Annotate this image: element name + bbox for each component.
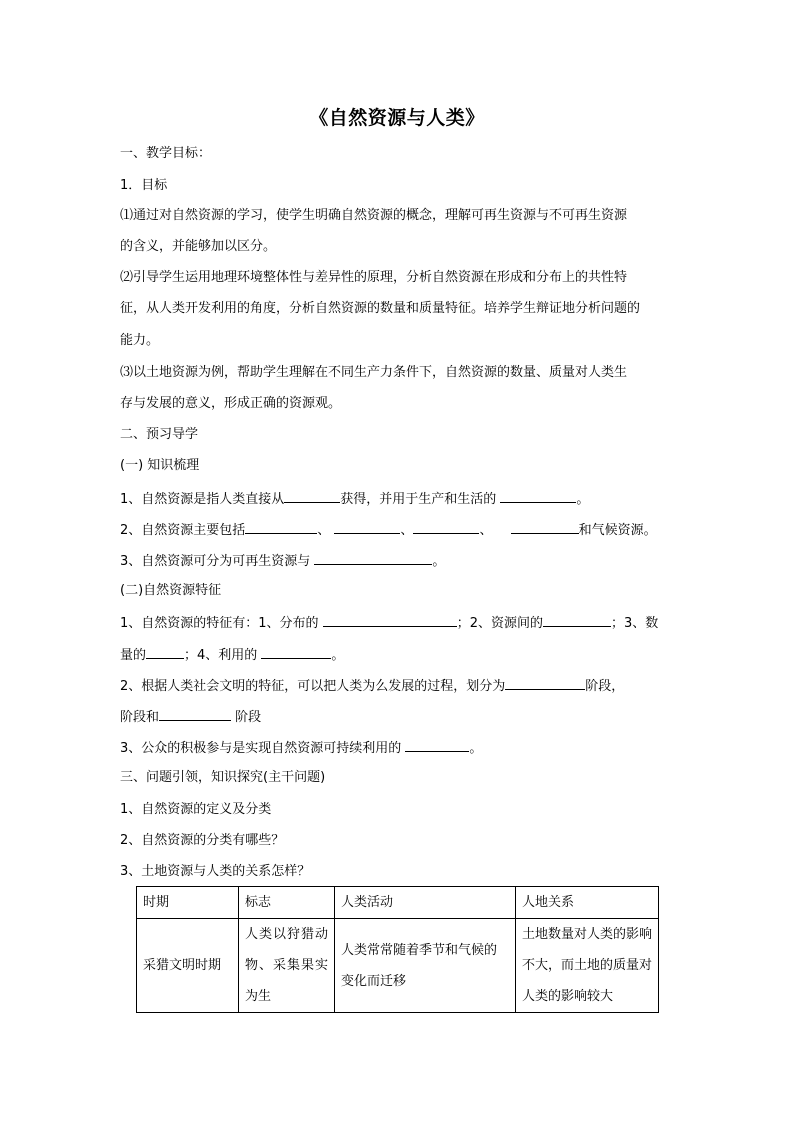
table-cell: 人类以狩猎动物、采集果实为生 [239, 919, 335, 1013]
goal3-line-b: 存与发展的意义，形成正确的资源观。 [120, 396, 342, 411]
k1-text-b: 获得，并用于生产和生活的 [340, 492, 501, 507]
k2-sep: 、 [479, 523, 497, 538]
f1-text-b: ；2、资源间的 [456, 616, 543, 631]
fill-blank[interactable] [334, 520, 400, 534]
fill-blank[interactable] [146, 645, 184, 659]
table-cell: 土地数量对人类的影响不大，而土地的质量对人类的影响较大 [516, 919, 659, 1013]
k2-sep: 、 [400, 523, 414, 538]
table-header-cell: 时期 [137, 887, 239, 919]
fill-blank[interactable] [314, 551, 432, 565]
f1-text-c: ；3、数 [610, 616, 659, 631]
k2-sep: 、 [317, 523, 335, 538]
section-heading-preview: 二、预习导学 [120, 427, 199, 442]
fill-blank[interactable] [505, 676, 585, 690]
question-3: 3、土地资源与人类的关系怎样？ [120, 864, 311, 879]
table-header-cell: 人地关系 [516, 887, 659, 919]
goal3-line-a: ⑶以土地资源为例，帮助学生理解在不同生产力条件下，自然资源的数量、质量对人类生 [120, 365, 628, 380]
k3-end: 。 [432, 554, 446, 569]
fill-blank[interactable] [245, 520, 317, 534]
fill-blank[interactable] [500, 489, 576, 503]
table-cell: 采猎文明时期 [137, 919, 239, 1013]
section-heading-goals: 一、教学目标： [120, 146, 212, 161]
knowledge-item-3 [120, 551, 680, 571]
f2-text-a: 2、根据人类社会文明的特征，可以把人类为么发展的过程，划分为 [120, 679, 506, 694]
question-2: 2、自然资源的分类有哪些？ [120, 833, 285, 848]
f2-text-b: 阶段， [585, 679, 625, 694]
k2-end: 和气候资源。 [578, 523, 657, 538]
feature-item-1-a [120, 613, 680, 633]
f3-end: 。 [469, 741, 483, 756]
fill-blank[interactable] [261, 645, 331, 659]
feature-item-1-b [120, 645, 680, 665]
goal1-line-a: ⑴通过对自然资源的学习，使学生明确自然资源的概念，理解可再生资源与不可再生资源 [120, 208, 628, 223]
goal2-line-b: 征，从人类开发利用的角度，分析自然资源的数量和质量特征。培养学生辩证地分析问题的 [120, 301, 641, 316]
f3-text-a: 3、公众的积极参与是实现自然资源可持续利用的 [120, 741, 406, 756]
document-title: 《自然资源与人类》 [309, 107, 485, 129]
k1-text-a: 1、自然资源是指人类直接从 [120, 492, 285, 507]
f1-text-d: 量的 [120, 648, 147, 663]
k1-end: 。 [576, 492, 590, 507]
f1-text-e: ；4、利用的 [184, 648, 262, 663]
table-header-row [137, 887, 659, 919]
fill-blank[interactable] [405, 738, 469, 752]
land-human-table [136, 886, 659, 1013]
f2-text-c: 阶段和 [120, 710, 160, 725]
f1-text-a: 1、自然资源的特征有：1、分布的 [120, 616, 323, 631]
table-cell: 人类常常随着季节和气候的变化而迁移 [335, 919, 516, 1013]
fill-blank[interactable] [284, 489, 340, 503]
k3-text-a: 3、自然资源可分为可再生资源与 [120, 554, 315, 569]
fill-blank[interactable] [543, 613, 611, 627]
f1-end: 。 [331, 648, 345, 663]
question-1: 1、自然资源的定义及分类 [120, 802, 272, 817]
feature-item-2-b [120, 707, 680, 727]
fill-blank[interactable] [413, 520, 479, 534]
subsection-knowledge: (一) 知识梳理 [120, 458, 200, 473]
fill-blank[interactable] [511, 520, 579, 534]
k2-text-a: 2、自然资源主要包括 [120, 523, 246, 538]
fill-blank[interactable] [159, 707, 231, 721]
goal1-line-b: 的含义，并能够加以区分。 [120, 239, 277, 254]
table-header-cell: 人类活动 [335, 887, 516, 919]
section-heading-inquiry: 三、问题引领，知识探究(主干问题) [120, 770, 326, 785]
f2-text-d: 阶段 [231, 710, 262, 725]
feature-item-3 [120, 738, 680, 758]
goal2-line-a: ⑵引导学生运用地理环境整体性与差异性的原理，分析自然资源在形成和分布上的共性特 [120, 270, 628, 285]
knowledge-item-1 [120, 489, 680, 509]
table-row [137, 919, 659, 1013]
table-header-cell: 标志 [239, 887, 335, 919]
feature-item-2-a [120, 676, 680, 696]
goal2-line-c: 能力。 [120, 333, 160, 348]
goal-label: 1．目标 [120, 178, 168, 193]
fill-blank[interactable] [323, 613, 457, 627]
knowledge-item-2 [120, 520, 680, 540]
subsection-features: (二)自然资源特征 [120, 583, 222, 598]
